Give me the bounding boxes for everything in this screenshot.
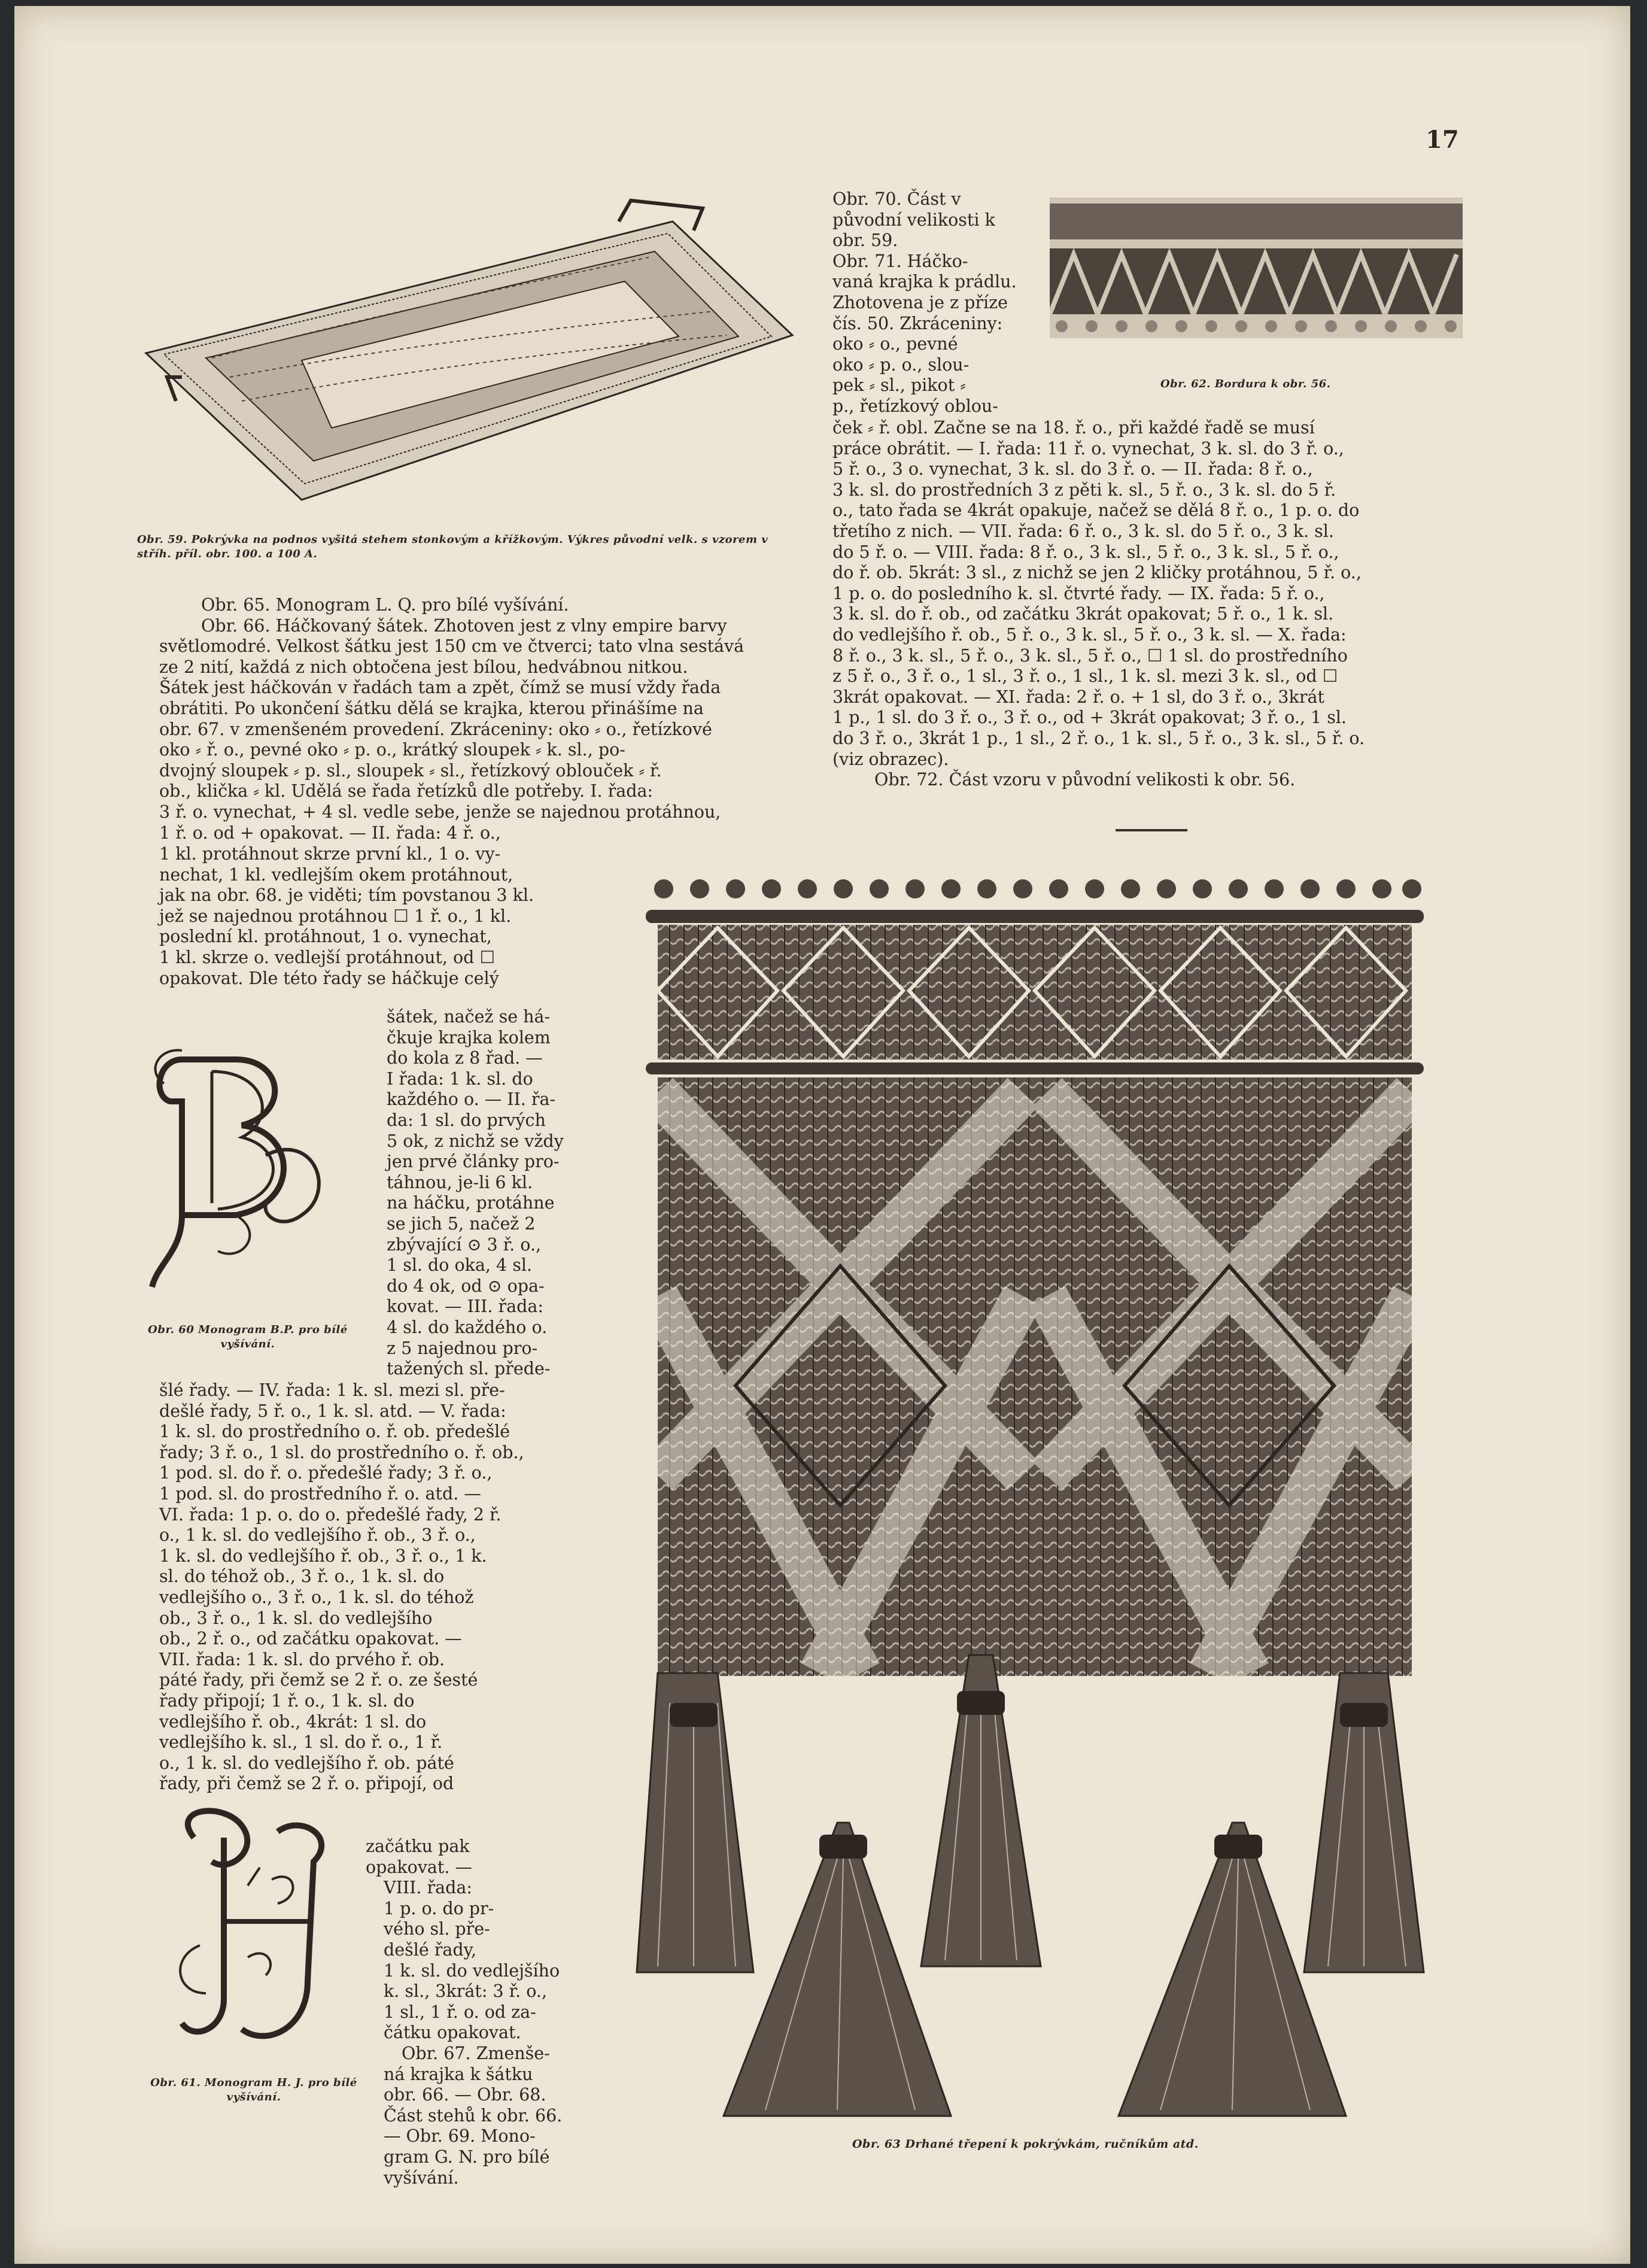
text-line: do 4 ok, od ⊙ opa-	[387, 1276, 545, 1296]
text-line: Obr. 65. Monogram L. Q. pro bílé vyšívání.	[201, 595, 569, 615]
text-line: 3krát opakovat. — XI. řada: 2 ř. o. + 1 sl, do 3 ř. o., 3krát	[832, 687, 1324, 707]
text-line: oko ⸗ p. o., slou-	[832, 354, 970, 375]
text-line: do 3 ř. o., 3krát 1 p., 1 sl., 2 ř. o., 1 k. sl., 5 ř. o., 3 k. sl., 5 ř. o.	[832, 728, 1365, 748]
text-line: ná krajka k šátku	[384, 2064, 533, 2084]
text-line: 3 k. sl. do prostředních 3 z pěti k. sl., 5 ř. o., 3 k. sl. do 5 ř.	[832, 479, 1336, 500]
left-narrow-column-3	[366, 1836, 577, 2188]
macrame-fringe-illustration	[634, 877, 1436, 2122]
text-line: do kola z 8 řad. —	[387, 1048, 543, 1068]
left-narrow-column-1	[366, 1007, 577, 1380]
text-line: čís. 50. Zkráceniny:	[832, 313, 1003, 333]
bordura-illustration	[1050, 198, 1463, 338]
text-line: kovat. — III. řada:	[387, 1297, 543, 1317]
fig60-caption: Obr. 60 Monogram B.P. pro bílé vyšívání.	[148, 1323, 348, 1350]
text-line: práce obrátit. — I. řada: 11 ř. o. vynechat, 3 k. sl. do 3 ř. o.,	[832, 438, 1344, 459]
left-full-column	[159, 595, 798, 843]
text-line: čkuje krajka kolem	[387, 1027, 551, 1048]
text-line: VI. řada: 1 p. o. do o. předešlé řady, 2 ř.	[159, 1504, 502, 1525]
text-line: obr. 59.	[832, 230, 898, 251]
text-line: Obr. 66. Háčkovaný šátek. Zhotoven jest z vlny empire barvy	[201, 615, 727, 636]
text-line: opakovat. Dle této řady se háčkuje celý	[159, 968, 499, 988]
fig61-caption: Obr. 61. Monogram H. J. pro bílé vyšívání.	[150, 2076, 357, 2103]
text-line: o., 1 k. sl. do vedlejšího ř. ob. páté	[159, 1753, 454, 1773]
text-line: 1 p. o. do posledního k. sl. čtvrté řady. — IX. řada: 5 ř. o.,	[832, 583, 1325, 603]
monogram-hj-illustration	[158, 1802, 355, 2065]
text-line: Šátek jest háčkován v řadách tam a zpět, čímž se musí vždy řada	[159, 678, 721, 698]
text-line: Obr. 72. Část vzoru v původní velikosti k obr. 56.	[874, 770, 1296, 790]
text-line: 1 k. sl. do prostředního o. ř. ob. předešlé	[159, 1422, 510, 1442]
text-line: se jich 5, načež 2	[387, 1213, 536, 1234]
text-line: 1 sl., 1 ř. o. od za-	[384, 2002, 536, 2022]
text-line: šátek, načež se há-	[387, 1007, 551, 1027]
text-line: 1 ř. o. od + opakovat. — II. řada: 4 ř. o.,	[159, 822, 501, 843]
text-line: 3 k. sl. do ř. ob., od začátku 3krát opakovat; 5 ř. o., 1 k. sl.	[832, 604, 1334, 624]
text-line: (viz obrazec).	[832, 749, 949, 769]
text-line: obrátiti. Po ukončení šátku dělá se krajka, kterou přinášíme na	[159, 698, 704, 718]
text-line: světlomodré. Velkost šátku jest 150 cm ve čtverci; tato vlna sestává	[159, 636, 745, 657]
text-line: 1 p., 1 sl. do 3 ř. o., 3 ř. o., od + 3krát opakovat; 3 ř. o., 1 sl.	[832, 708, 1347, 728]
text-line: do 5 ř. o. — VIII. řada: 8 ř. o., 3 k. sl., 5 ř. o., 3 k. sl., 5 ř. o.,	[832, 542, 1339, 562]
magazine-page	[14, 6, 1630, 2264]
text-line: do ř. ob. 5krát: 3 sl., z nichž se jen 2 kličky protáhnou, 5 ř. o.,	[832, 563, 1362, 583]
text-line: čátku opakovat.	[384, 2023, 521, 2043]
text-line: vedlejšího k. sl., 1 sl. do ř. o., 1 ř.	[159, 1732, 443, 1753]
text-line: oko ⸗ o., pevné	[832, 334, 958, 354]
text-line: 1 kl. protáhnout skrze první kl., 1 o. vy-	[159, 844, 501, 864]
text-line: ob., klička ⸗ kl. Udělá se řada řetízků dle potřeby. I. řada:	[159, 781, 654, 801]
text-line: původní velikosti k	[832, 210, 995, 230]
text-line: Část stehů k obr. 66.	[384, 2105, 563, 2126]
text-line: p., řetízkový oblou-	[832, 396, 998, 416]
text-line: 5 ok, z nichž se vždy	[387, 1131, 564, 1151]
fig63-caption: Obr. 63 Drhané třepení k pokrývkám, ručníkům atd.	[852, 2138, 1199, 2151]
monogram-bp-illustration	[146, 1036, 355, 1311]
text-line: VII. řada: 1 k. sl. do prvého ř. ob.	[159, 1649, 445, 1669]
text-line: 1 pod. sl. do prostředního ř. o. atd. —	[159, 1483, 481, 1504]
text-line: I řada: 1 k. sl. do	[387, 1068, 533, 1089]
text-line: do vedlejšího ř. ob., 5 ř. o., 3 k. sl., 5 ř. o., 3 k. sl. — X. řada:	[832, 624, 1347, 645]
text-line: oko ⸗ ř. o., pevné oko ⸗ p. o., krátký sloupek ⸗ k. sl., po-	[159, 740, 625, 760]
text-line: VIII. řada:	[384, 1878, 472, 1898]
page-number: 17	[1426, 126, 1459, 154]
text-line: řady připojí; 1 ř. o., 1 k. sl. do	[159, 1690, 415, 1711]
text-line: poslední kl. protáhnout, 1 o. vynechat,	[159, 927, 492, 947]
left-wide-column-2	[159, 1380, 578, 1795]
text-line: gram G. N. pro bílé	[384, 2146, 550, 2167]
text-line: 3 ř. o. vynechat, + 4 sl. vedle sebe, jenže se najednou protáhnou,	[159, 801, 721, 822]
text-line: táhnou, je-li 6 kl.	[387, 1172, 533, 1192]
text-line: ob., 3 ř. o., 1 k. sl. do vedlejšího	[159, 1608, 433, 1628]
text-line: k. sl., 3krát: 3 ř. o.,	[384, 1981, 548, 2002]
right-wide-column	[832, 418, 1469, 791]
text-line: 1 k. sl. do vedlejšího ř. ob., 3 ř. o., 1 k.	[159, 1546, 487, 1566]
text-line: o., tato řada se 4krát opakuje, načež se dělá 8 ř. o., 1 p. o. do	[832, 500, 1360, 521]
text-line: dvojný sloupek ⸗ p. sl., sloupek ⸗ sl., řetízkový oblouček ⸗ ř.	[159, 760, 662, 781]
text-line: každého o. — II. řa-	[387, 1089, 556, 1110]
left-mid-column	[159, 844, 578, 989]
text-line: řady; 3 ř. o., 1 sl. do prostředního o. ř. ob.,	[159, 1442, 524, 1462]
text-line: — Obr. 69. Mono-	[384, 2126, 536, 2146]
text-line: da: 1 sl. do prvých	[387, 1110, 546, 1130]
text-line: řady, při čemž se 2 ř. o. připojí, od	[159, 1774, 454, 1794]
text-line: obr. 67. v zmenšeném provedení. Zkráceniny: oko ⸗ o., řetízkové	[159, 719, 712, 739]
text-line: zbývající ⊙ 3 ř. o.,	[387, 1234, 542, 1255]
text-line: třetího z nich. — VII. řada: 6 ř. o., 3 k. sl. do 5 ř. o., 3 k. sl.	[832, 521, 1334, 541]
text-line: vyšívání.	[384, 2167, 459, 2188]
text-line: Zhotovena je z příze	[832, 292, 1008, 312]
text-line: páté řady, při čemž se 2 ř. o. ze šesté	[159, 1670, 478, 1690]
tray-cover-illustration	[122, 198, 810, 503]
text-line: na háčku, protáhne	[387, 1193, 555, 1213]
text-line: 1 pod. sl. do ř. o. předešlé řady; 3 ř. o.,	[159, 1463, 493, 1483]
text-line: vaná krajka k prádlu.	[832, 272, 1017, 292]
text-line: 1 p. o. do pr-	[384, 1898, 494, 1918]
text-line: ze 2 nití, každá z nich obtočena jest bílou, hedvábnou nitkou.	[159, 657, 688, 677]
fig59-caption: Obr. 59. Pokrývka na podnos vyšitá stehem stonkovým a křížkovým. Výkres původní velk. s vzorem v stříh. příl. obr. 100. a 100 A.	[137, 533, 768, 560]
text-line: tažených sl. přede-	[387, 1359, 551, 1379]
text-line: jak na obr. 68. je viděti; tím povstanou 3 kl.	[159, 885, 534, 906]
text-line: z 5 ř. o., 3 ř. o., 1 sl., 3 ř. o., 1 sl., 1 k. sl. mezi 3 k. sl., od ☐	[832, 666, 1338, 687]
text-line: šlé řady. — IV. řada: 1 k. sl. mezi sl. pře-	[159, 1380, 505, 1400]
text-line: nechat, 1 kl. vedlejším okem protáhnout,	[159, 864, 513, 885]
text-line: opakovat. —	[366, 1857, 472, 1877]
text-line: z 5 najednou pro-	[387, 1338, 538, 1358]
text-line: Obr. 70. Část v	[832, 189, 961, 209]
text-line: dešlé řady, 5 ř. o., 1 k. sl. atd. — V. řada:	[159, 1401, 506, 1421]
text-line: 1 kl. skrze o. vedlejší protáhnout, od ☐	[159, 947, 496, 967]
text-line: 4 sl. do každého o.	[387, 1317, 548, 1337]
fig62-caption: Obr. 62. Bordura k obr. 56.	[1160, 378, 1331, 390]
text-line: 8 ř. o., 3 k. sl., 5 ř. o., 3 k. sl., 5 ř. o., ☐ 1 sl. do prostředního	[832, 645, 1348, 666]
text-line: jen prvé články pro-	[387, 1152, 560, 1172]
text-line: vého sl. pře-	[384, 1919, 490, 1939]
text-line: o., 1 k. sl. do vedlejšího ř. ob., 3 ř. o.,	[159, 1525, 476, 1546]
text-line: obr. 66. — Obr. 68.	[384, 2085, 546, 2105]
text-line: dešlé řady,	[384, 1939, 477, 1960]
text-line: pek ⸗ sl., pikot ⸗	[832, 375, 966, 396]
right-narrow-column	[832, 189, 1029, 417]
text-line: 1 k. sl. do vedlejšího	[384, 1960, 560, 1981]
text-line: sl. do téhož ob., 3 ř. o., 1 k. sl. do	[159, 1566, 445, 1587]
section-divider	[1116, 829, 1187, 831]
text-line: Obr. 67. Zmenše-	[402, 2043, 550, 2063]
text-line: 1 sl. do oka, 4 sl.	[387, 1255, 533, 1276]
text-line: Obr. 71. Háčko-	[832, 251, 968, 271]
text-line: vedlejšího ř. ob., 4krát: 1 sl. do	[159, 1711, 427, 1732]
text-line: vedlejšího o., 3 ř. o., 1 k. sl. do téhož	[159, 1587, 474, 1607]
text-line: ček ⸗ ř. obl. Začne se na 18. ř. o., při každé řadě se musí	[832, 418, 1315, 438]
text-line: ob., 2 ř. o., od začátku opakovat. —	[159, 1629, 462, 1649]
text-line: 5 ř. o., 3 o. vynechat, 3 k. sl. do 3 ř. o. — II. řada: 8 ř. o.,	[832, 459, 1313, 479]
text-line: začátku pak	[366, 1836, 470, 1856]
text-line: jež se najednou protáhnou ☐ 1 ř. o., 1 kl.	[159, 906, 512, 926]
